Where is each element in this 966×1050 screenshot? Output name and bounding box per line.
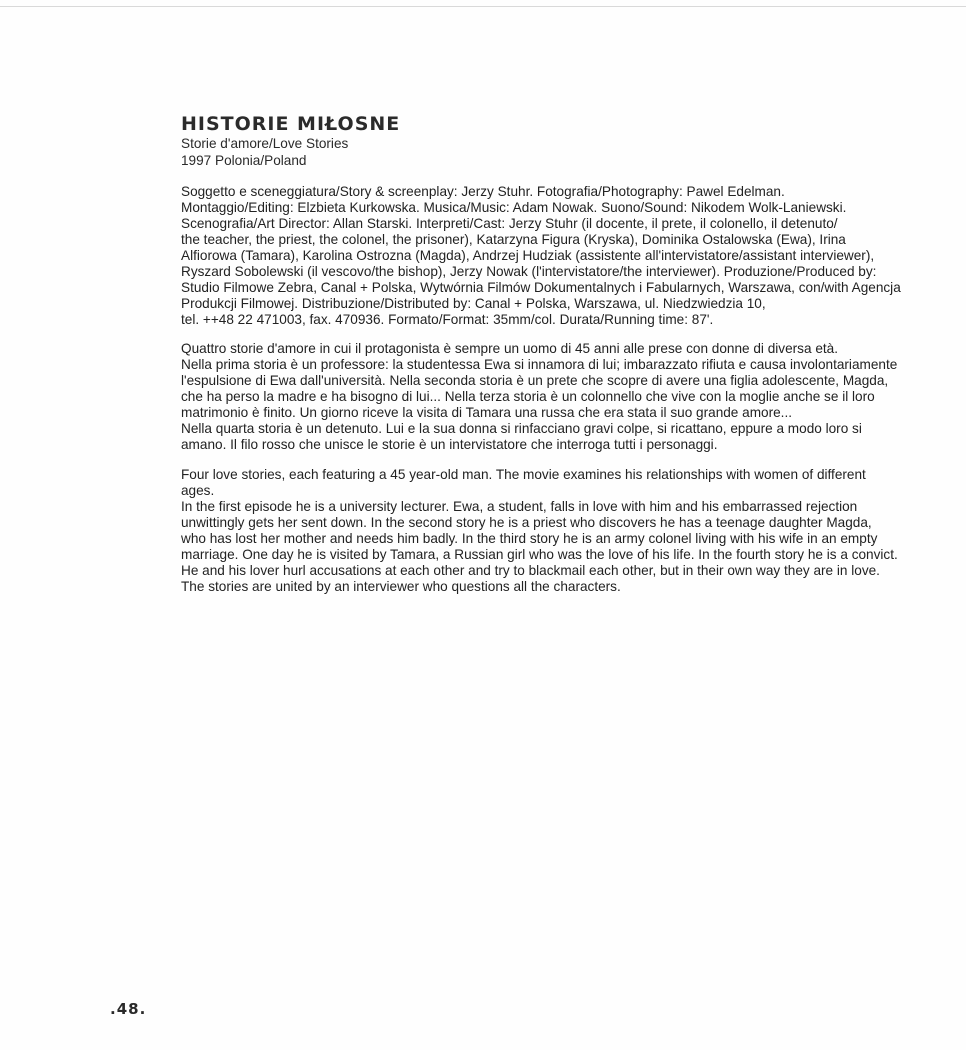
film-entry	[181, 112, 901, 595]
top-rule	[0, 6, 966, 7]
film-title: HISTORIE MIŁOSNE	[181, 113, 401, 135]
credits-paragraph: Soggetto e sceneggiatura/Story & screenplay: Jerzy Stuhr. Fotografia/Photography: Pawel Edelman. Montaggio/Editing: Elzbieta Kurkowska. Musica/Music: Adam Nowak. Suono/Sound: Nikodem Wolk-Laniewski. Scenografia/Art Director: Allan Starski. Interpreti/Cast: Jerzy Stuhr (il docente, il prete, il colonello, il detenuto/ the teacher, the priest, the colonel, the prisoner), Katarzyna Figura (Kryska), Dominika Ostalowska (Ewa), Irina Alfiorowa (Tamara), Karolina Ostrozna (Magda), Andrzej Hudziak (assistente all'intervistatore/assistant interviewer), Ryszard Sobolewski (il vescovo/the bishop), Jerzy Nowak (l'intervistatore/the interviewer). Produzione/Produced by: Studio Filmowe Zebra, Canal + Polska, Wytwórnia Filmów Dokumentalnych i Fabularnych, Warszawa, con/with Agencja Produkcji Filmowej. Distribuzione/Distributed by: Canal + Polska, Warszawa, ul. Niedzwiedzia 10, tel. ++48 22 471003, fax. 470936. Formato/Format: 35mm/col. Durata/Running time: 87'.	[181, 184, 901, 327]
film-year-country: 1997 Polonia/Poland	[181, 152, 307, 168]
italian-synopsis: Quattro storie d'amore in cui il protagonista è sempre un uomo di 45 anni alle prese con donne di diversa età. Nella prima storia è un professore: la studentessa Ewa si innamora di lui; imbarazzato rifiuta e causa involontariamente l'espulsione di Ewa dall'università. Nella seconda storia è un prete che scopre di avere una figlia adolescente, Magda, che ha perso la madre e ha bisogno di lui... Nella terza storia è un colonnello che vive con la moglie anche se il loro matrimonio è finito. Un giorno riceve la visita di Tamara una russa che era stata il suo grande amore... Nella quarta storia è un detenuto. Lui e la sua donna si rinfacciano gravi colpe, si ricattano, eppure a modo loro si amano. Il filo rosso che unisce le storie è un intervistatore che interroga tutti i personaggi.	[181, 341, 898, 452]
english-synopsis: Four love stories, each featuring a 45 year-old man. The movie examines his relationships with women of different ages. In the first episode he is a university lecturer. Ewa, a student, falls in love with him and his embarrassed rejection unwittingly gets her sent down. In the second story he is a priest who discovers he has a teenage daughter Magda, who has lost her mother and needs him badly. In the third story he is an army colonel living with his wife in an empty marriage. One day he is visited by Tamara, a Russian girl who was the love of his life. In the fourth story he is a convict. He and his lover hurl accusations at each other and try to blackmail each other, but in their own way they are in love. The stories are united by an interviewer who questions all the characters.	[181, 467, 898, 594]
film-subtitle: Storie d'amore/Love Stories	[181, 136, 349, 151]
page-number: .48.	[110, 1000, 147, 1018]
